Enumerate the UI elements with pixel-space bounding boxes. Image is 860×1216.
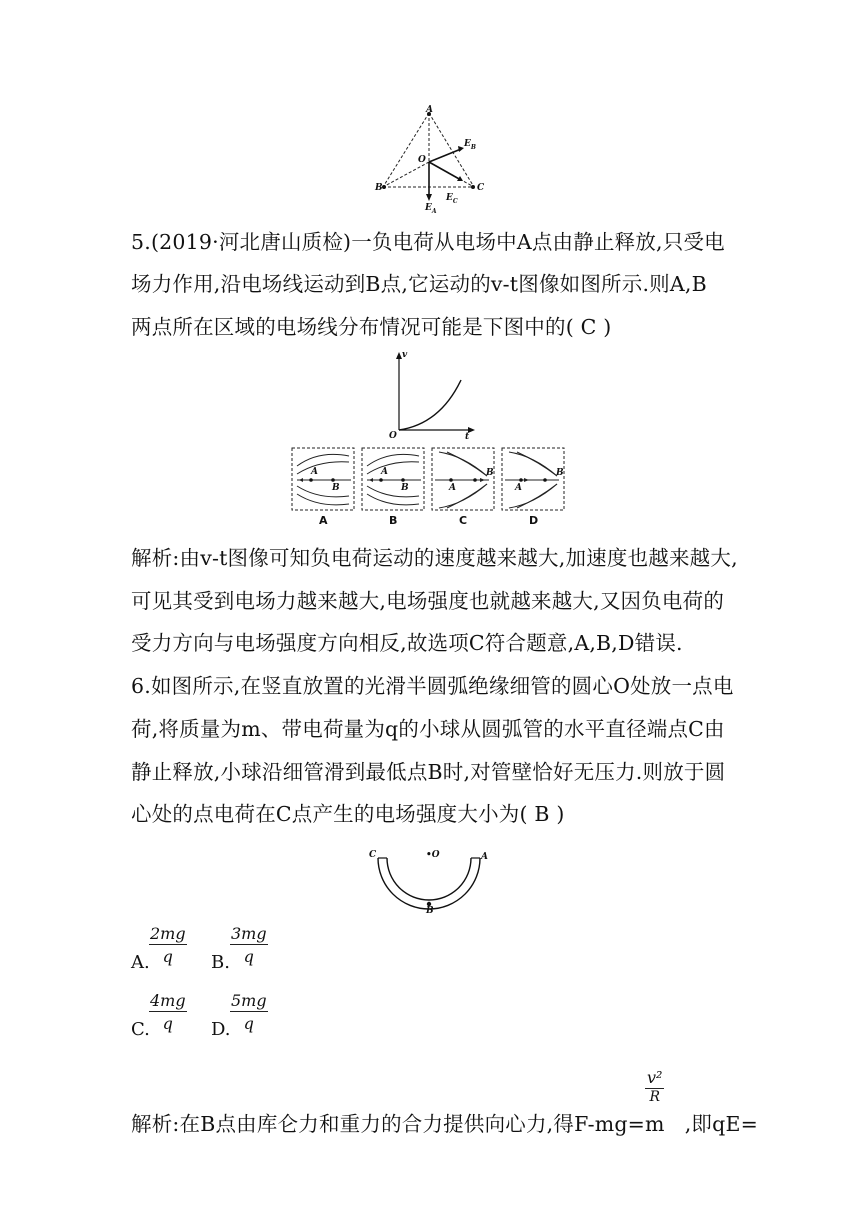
label-ec: $E_C$ xyxy=(446,193,458,205)
option-c-fraction: $\frac{4mg}{q}$ xyxy=(150,991,186,1033)
panel-d-point-a: A xyxy=(515,483,522,493)
arc-label-b: B xyxy=(426,906,434,916)
analysis5-line-2: 可见其受到电场力越来越大,电场强度也就越来越大,又因负电荷的 xyxy=(131,589,725,613)
panel-b-point-a: A xyxy=(381,467,388,477)
panel-c-point-a: A xyxy=(449,483,456,493)
analysis6-text-after: ,即qE= xyxy=(684,1112,758,1136)
panel-label-a: A xyxy=(319,514,328,527)
option-a-fraction: $\frac{2mg}{q}$ xyxy=(150,924,186,966)
q6-line-2: 荷,将质量为m、带电荷量为q的小球从圆弧管的水平直径端点C由 xyxy=(131,717,725,741)
panel-a-point-b: B xyxy=(332,483,340,493)
arc-label-a: A xyxy=(481,852,488,862)
option-c-label: C. xyxy=(131,1019,150,1040)
q6-line-3: 静止释放,小球沿细管滑到最低点B时,对管壁恰好无压力.则放于圆 xyxy=(131,760,726,784)
arc-label-o: •O xyxy=(426,850,440,860)
option-a-label: A. xyxy=(131,952,150,973)
q6-line-1: 6.如图所示,在竖直放置的光滑半圆弧绝缘细管的圆心O处放一点电 xyxy=(131,674,734,698)
panel-label-d: D xyxy=(529,514,539,527)
q5-line-2: 场力作用,沿电场线运动到B点,它运动的v-t图像如图所示.则A,B xyxy=(131,272,707,296)
panel-d-point-b: B xyxy=(556,468,564,478)
vt-graph-figure xyxy=(385,350,477,440)
analysis6-fraction: $\frac{\text{v²}}{R}$ xyxy=(647,1068,663,1105)
analysis5-line-3: 受力方向与电场强度方向相反,故选项C符合题意,A,B,D错误. xyxy=(131,631,683,655)
q5-line-1: 5.(2019·河北唐山质检)一负电荷从电场中A点由静止释放,只受电 xyxy=(131,230,725,254)
option-b-fraction: $\frac{3mg}{q}$ xyxy=(231,924,267,966)
origin-label: O xyxy=(389,431,397,441)
panel-c-point-b: B xyxy=(486,468,494,478)
panel-b-point-b: B xyxy=(401,483,409,493)
analysis6-text-before: 解析:在B点由库仑力和重力的合力提供向心力,得F-mg=m xyxy=(131,1112,665,1136)
panel-label-b: B xyxy=(389,514,398,527)
arc-label-c: C xyxy=(369,850,377,860)
label-a: A xyxy=(426,105,433,115)
analysis5-line-1: 解析:由v-t图像可知负电荷运动的速度越来越大,加速度也越来越大, xyxy=(131,546,738,570)
label-b: B xyxy=(375,183,383,193)
panel-label-c: C xyxy=(459,514,468,527)
panel-a-point-a: A xyxy=(311,467,318,477)
label-c: C xyxy=(477,183,485,193)
option-d-fraction: $\frac{5mg}{q}$ xyxy=(231,991,267,1033)
label-o: O xyxy=(418,155,426,165)
option-b-label: B. xyxy=(211,952,230,973)
v-axis-label: v xyxy=(402,350,408,360)
analysis6-line-1 xyxy=(131,1110,758,1138)
option-d-label: D. xyxy=(211,1019,231,1040)
label-eb: $E_B$ xyxy=(464,139,476,151)
t-axis-label: t xyxy=(465,432,470,442)
triangle-field-figure xyxy=(372,105,492,217)
semicircle-tube-figure xyxy=(366,844,492,922)
field-panels-figure xyxy=(289,446,571,530)
label-ea: $E_A$ xyxy=(425,203,437,215)
q5-line-3: 两点所在区域的电场线分布情况可能是下图中的( C ) xyxy=(131,315,612,339)
q6-line-4: 心处的点电荷在C点产生的电场强度大小为( B ) xyxy=(131,802,565,826)
